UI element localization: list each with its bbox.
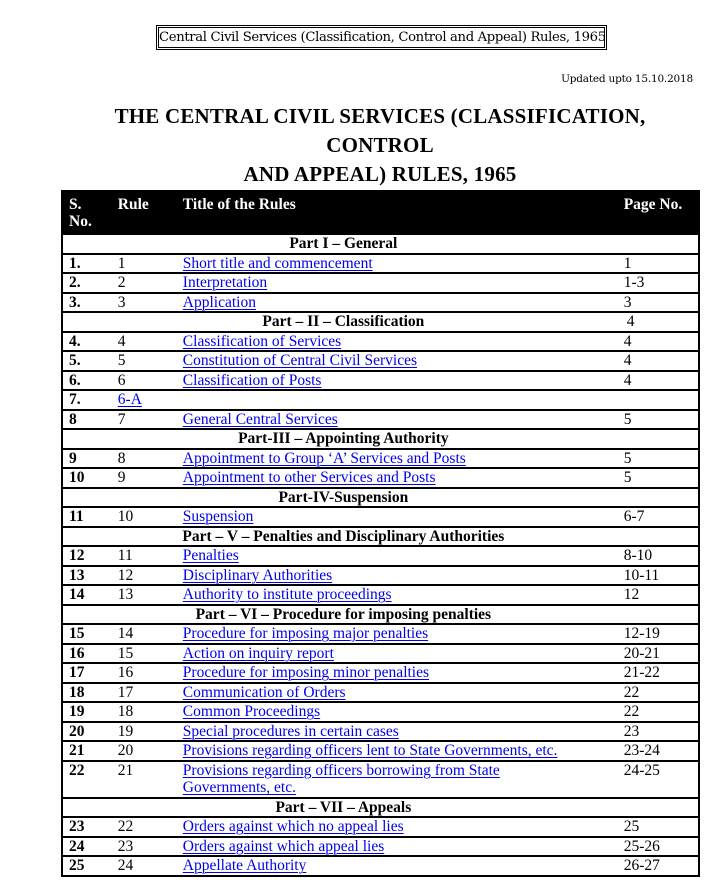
sno-cell: 8 bbox=[69, 410, 77, 428]
sno-cell: 24 bbox=[69, 837, 85, 855]
title-cell bbox=[177, 856, 618, 876]
sno-cell: 10 bbox=[69, 469, 85, 486]
sno-cell: 15 bbox=[69, 625, 85, 642]
rule-link-major-penalties[interactable]: Procedure for imposing major penalties bbox=[182, 625, 429, 642]
sno-cell: 14 bbox=[69, 586, 85, 603]
header-sno: S. No. bbox=[69, 196, 92, 230]
part-label: Part I – General bbox=[289, 235, 398, 252]
table-row bbox=[62, 761, 699, 798]
page-cell: 23 bbox=[623, 722, 640, 740]
rule-cell: 3 bbox=[117, 293, 126, 311]
page-cell: 1 bbox=[623, 254, 632, 272]
header-page: Page No. bbox=[623, 196, 683, 213]
table-row bbox=[62, 741, 699, 761]
page-cell: 25-26 bbox=[623, 837, 660, 855]
table-row bbox=[62, 449, 699, 469]
rule-cell: 5 bbox=[117, 352, 126, 369]
title-cell bbox=[177, 351, 618, 371]
part-label: Part – VII – Appeals bbox=[275, 798, 412, 816]
title-cell bbox=[177, 722, 618, 742]
rule-cell: 13 bbox=[117, 586, 134, 603]
table-header-row bbox=[62, 191, 699, 234]
part-page bbox=[618, 527, 699, 547]
rule-link-penalties[interactable]: Penalties bbox=[182, 547, 239, 564]
table-row bbox=[62, 410, 699, 430]
title-cell bbox=[177, 644, 618, 664]
table-row bbox=[62, 351, 699, 371]
part-page bbox=[618, 234, 699, 254]
part-row-suspension bbox=[62, 488, 699, 508]
title-cell bbox=[177, 741, 618, 761]
title-cell bbox=[177, 702, 618, 722]
rule-link-interpretation[interactable]: Interpretation bbox=[182, 274, 268, 291]
title-cell bbox=[177, 410, 618, 430]
page-cell: 12 bbox=[623, 586, 640, 603]
page-cell bbox=[618, 390, 699, 410]
title-cell bbox=[177, 507, 618, 527]
sno-cell: 7. bbox=[69, 391, 81, 408]
rule-link-appellate-authority[interactable]: Appellate Authority bbox=[182, 857, 307, 874]
rule-cell: 1 bbox=[117, 254, 126, 272]
rule-link-officers-lent[interactable]: Provisions regarding officers lent to State Governments, etc. bbox=[182, 742, 558, 759]
page-title bbox=[60, 102, 700, 189]
sno-cell: 17 bbox=[69, 664, 85, 681]
title-cell bbox=[177, 468, 618, 488]
rule-link-appointment-group-a[interactable]: Appointment to Group ‘A’ Services and Posts bbox=[182, 449, 466, 467]
page-cell: 20-21 bbox=[623, 644, 660, 662]
part-label: Part-III – Appointing Authority bbox=[238, 430, 449, 447]
table-row bbox=[62, 507, 699, 527]
rule-link-suspension[interactable]: Suspension bbox=[182, 508, 254, 525]
table-row bbox=[62, 722, 699, 742]
rule-cell: 9 bbox=[117, 469, 126, 486]
sno-cell: 6. bbox=[69, 371, 81, 389]
rule-cell: 4 bbox=[117, 332, 126, 350]
page-cell: 23-24 bbox=[623, 742, 660, 759]
rule-link-special-procedures[interactable]: Special procedures in certain cases bbox=[182, 722, 399, 740]
rule-cell bbox=[112, 390, 177, 410]
sno-cell: 11 bbox=[69, 508, 84, 525]
header-title: Title of the Rules bbox=[182, 196, 296, 213]
page-cell: 4 bbox=[623, 352, 632, 369]
table-row bbox=[62, 702, 699, 722]
title-cell bbox=[177, 254, 618, 274]
sno-cell: 5. bbox=[69, 352, 81, 369]
sno-cell: 1. bbox=[69, 254, 81, 272]
table-row bbox=[62, 624, 699, 644]
sno-cell: 16 bbox=[69, 644, 85, 662]
page-cell: 5 bbox=[623, 449, 632, 467]
page-cell: 24-25 bbox=[623, 761, 660, 779]
rule-cell: 10 bbox=[117, 508, 134, 525]
table-row bbox=[62, 585, 699, 605]
table-row bbox=[62, 566, 699, 586]
table-row bbox=[62, 332, 699, 352]
sno-cell: 4. bbox=[69, 332, 81, 350]
rule-cell: 12 bbox=[117, 566, 134, 584]
rule-link-authority-to-institute[interactable]: Authority to institute proceedings bbox=[182, 586, 392, 603]
title-cell bbox=[177, 293, 618, 313]
rule-cell: 7 bbox=[117, 410, 126, 428]
rule-link-classification-of-posts[interactable]: Classification of Posts bbox=[182, 371, 322, 389]
page-cell: 12-19 bbox=[623, 625, 660, 642]
title-cell bbox=[177, 449, 618, 469]
page-title-line-1: THE CENTRAL CIVIL SERVICES (CLASSIFICATION, CONTROL bbox=[114, 104, 646, 157]
page-cell: 3 bbox=[623, 293, 632, 311]
page-cell: 22 bbox=[623, 703, 640, 720]
rule-cell: 23 bbox=[117, 837, 134, 855]
part-row-appointing-authority bbox=[62, 429, 699, 449]
rule-link-communication-of-orders[interactable]: Communication of Orders bbox=[182, 683, 346, 701]
part-row-appeals bbox=[62, 798, 699, 818]
rule-cell: 11 bbox=[117, 547, 133, 564]
rule-cell: 6 bbox=[117, 371, 126, 389]
rule-cell: 24 bbox=[117, 857, 134, 874]
title-cell bbox=[177, 371, 618, 391]
rule-cell: 18 bbox=[117, 703, 134, 720]
rules-table bbox=[61, 190, 700, 877]
rule-cell: 2 bbox=[117, 274, 126, 291]
page-cell: 6-7 bbox=[623, 508, 645, 525]
rule-link-appointment-other[interactable]: Appointment to other Services and Posts bbox=[182, 469, 436, 486]
part-page: 4 bbox=[626, 313, 635, 330]
page-cell: 5 bbox=[623, 410, 632, 428]
part-label: Part – V – Penalties and Disciplinary Authorities bbox=[182, 527, 505, 545]
table-row bbox=[62, 546, 699, 566]
rule-cell: 17 bbox=[117, 683, 134, 701]
running-header: Central Civil Services (Classification, Control and Appeal) Rules, 1965 bbox=[158, 27, 605, 48]
part-page bbox=[618, 798, 699, 818]
table-row bbox=[62, 254, 699, 274]
table-row bbox=[62, 468, 699, 488]
rule-link-no-appeal[interactable]: Orders against which no appeal lies bbox=[182, 818, 404, 835]
page-cell: 25 bbox=[623, 818, 640, 835]
sno-cell: 18 bbox=[69, 683, 85, 701]
sno-cell: 22 bbox=[69, 761, 85, 779]
page-cell: 10-11 bbox=[623, 566, 660, 584]
title-cell bbox=[177, 585, 618, 605]
part-row-procedure bbox=[62, 605, 699, 625]
table-row bbox=[62, 856, 699, 876]
part-row-general bbox=[62, 234, 699, 254]
table-row bbox=[62, 371, 699, 391]
table-row bbox=[62, 663, 699, 683]
page-cell: 26-27 bbox=[623, 857, 660, 874]
updated-note: Updated upto 15.10.2018 bbox=[561, 73, 693, 85]
title-cell bbox=[177, 546, 618, 566]
page-cell: 1-3 bbox=[623, 274, 645, 291]
title-cell bbox=[177, 761, 618, 798]
page-cell: 5 bbox=[623, 469, 632, 486]
part-label: Part – II – Classification bbox=[262, 313, 425, 330]
part-page bbox=[618, 429, 699, 449]
part-page bbox=[618, 605, 699, 625]
rule-link-classification-of-services[interactable]: Classification of Services bbox=[182, 332, 342, 350]
rule-link-general-central-services[interactable]: General Central Services bbox=[182, 410, 338, 428]
page-cell: 4 bbox=[623, 371, 632, 389]
rule-cell: 20 bbox=[117, 742, 134, 759]
title-cell bbox=[177, 566, 618, 586]
title-cell bbox=[177, 273, 618, 293]
title-cell bbox=[177, 837, 618, 857]
title-cell bbox=[177, 332, 618, 352]
title-cell bbox=[177, 624, 618, 644]
rule-link-appeal-lies[interactable]: Orders against which appeal lies bbox=[182, 837, 385, 855]
sno-cell: 12 bbox=[69, 547, 85, 564]
table-row bbox=[62, 293, 699, 313]
sno-cell: 23 bbox=[69, 818, 85, 835]
rule-cell: 22 bbox=[117, 818, 134, 835]
page-cell: 21-22 bbox=[623, 664, 660, 681]
table-row bbox=[62, 837, 699, 857]
rule-cell: 14 bbox=[117, 625, 134, 642]
page-cell: 22 bbox=[623, 683, 640, 701]
table-row bbox=[62, 390, 699, 410]
sno-cell: 19 bbox=[69, 703, 85, 720]
part-page bbox=[618, 488, 699, 508]
page-title-line-2: AND APPEAL) RULES, 1965 bbox=[243, 162, 517, 186]
table-row bbox=[62, 644, 699, 664]
table-row bbox=[62, 817, 699, 837]
sno-cell: 20 bbox=[69, 722, 85, 740]
rule-cell: 8 bbox=[117, 449, 126, 467]
title-cell bbox=[177, 817, 618, 837]
rule-link-minor-penalties[interactable]: Procedure for imposing minor penalties bbox=[182, 664, 430, 681]
rule-link-common-proceedings[interactable]: Common Proceedings bbox=[182, 703, 321, 720]
sno-cell: 9 bbox=[69, 449, 77, 467]
part-row-classification bbox=[62, 312, 699, 332]
sno-cell: 3. bbox=[69, 293, 81, 311]
rule-cell: 19 bbox=[117, 722, 134, 740]
sno-cell: 25 bbox=[69, 857, 85, 874]
rule-link-short-title[interactable]: Short title and commencement bbox=[182, 254, 373, 272]
rule-cell: 21 bbox=[117, 761, 134, 779]
page-cell: 8-10 bbox=[623, 547, 653, 564]
rule-link-disciplinary-authorities[interactable]: Disciplinary Authorities bbox=[182, 566, 333, 584]
rule-cell: 16 bbox=[117, 664, 134, 681]
page-cell: 4 bbox=[623, 332, 632, 350]
sno-cell: 21 bbox=[69, 742, 85, 759]
rule-link-application[interactable]: Application bbox=[182, 293, 256, 311]
sno-cell: 13 bbox=[69, 566, 85, 584]
rule-link-constitution[interactable]: Constitution of Central Civil Services bbox=[182, 352, 417, 369]
part-label: Part – VI – Procedure for imposing penalties bbox=[195, 605, 492, 623]
sno-cell: 2. bbox=[69, 274, 81, 291]
table-row bbox=[62, 273, 699, 293]
part-row-penalties bbox=[62, 527, 699, 547]
header-rule: Rule bbox=[117, 196, 149, 213]
part-label: Part-IV-Suspension bbox=[278, 488, 409, 506]
rule-cell: 15 bbox=[117, 644, 134, 662]
table-row bbox=[62, 683, 699, 703]
title-cell bbox=[177, 663, 618, 683]
rule-link-6a[interactable]: 6-A bbox=[117, 391, 142, 408]
title-cell bbox=[177, 683, 618, 703]
title-cell bbox=[177, 390, 618, 410]
rule-link-officers-borrowing[interactable]: Provisions regarding officers borrowing from State Governments, etc. bbox=[182, 761, 500, 796]
rule-link-inquiry-report[interactable]: Action on inquiry report bbox=[182, 644, 334, 662]
